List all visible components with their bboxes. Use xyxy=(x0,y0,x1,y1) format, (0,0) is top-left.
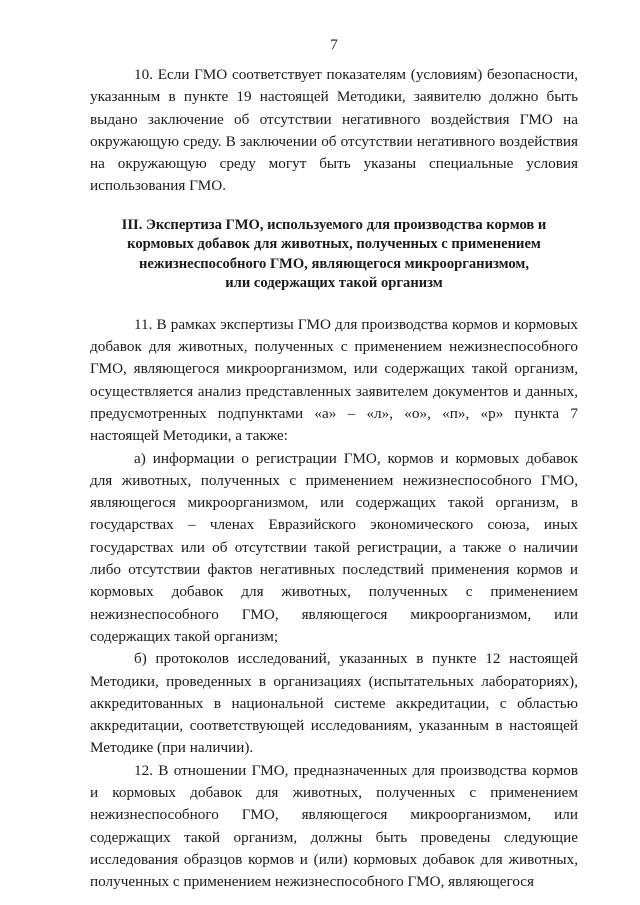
subparagraph-a: а) информации о регистрации ГМО, кормов и кормовых добавок для животных, полученных с применением нежизнеспособного ГМО, являющегося микроорганизмом, или содержащих такой организм, в государствах – членах Евразийского экономического союза, иных государствах или об отсутствии такой регистрации, а также о наличии либо отсутствии фактов негативных последствий применения кормов и кормовых добавок для животных, полученных с применением нежизнеспособного ГМО, являющегося микроорганизмом, или содержащих такой организм; xyxy=(90,449,578,645)
section-heading xyxy=(90,216,578,294)
paragraph-10: 10. Если ГМО соответствует показателям (условиям) безопасности, указанным в пункте 19 настоящей Методики, заявителю должно быть выдано заключение об отсутствии негативного воздействия ГМО на окружающую среду. В заключении об отсутствии негативного воздействия на окружающую среду могут быть указаны специальные условия использования ГМО. xyxy=(90,66,578,195)
paragraph-11: 11. В рамках экспертизы ГМО для производства кормов и кормовых добавок для животных, полученных с применением нежизнеспособного ГМО, являющегося микроорганизмом, или содержащих такой организм, осуществляется анализ представленных заявителем документов и данных, предусмотренных подпунктами «а» – «л», «о», «п», «р» пункта 7 настоящей Методики, а также: xyxy=(90,315,578,445)
section-heading-line: или содержащих такой организм xyxy=(225,275,443,292)
page-number: 7 xyxy=(330,37,338,53)
section-heading-line: нежизнеспособного ГМО, являющегося микроорганизмом, xyxy=(138,255,530,272)
document-page xyxy=(90,36,578,894)
section-heading-line: III. Экспертиза ГМО, используемого для производства кормов и xyxy=(121,216,547,233)
subparagraph-b: б) протоколов исследований, указанных в пункте 12 настоящей Методики, проведенных в организациях (испытательных лабораториях), аккредитованных в национальной системе аккредитации, с областью аккредитации, соответствующей исследованиям, указанным в настоящей Методике (при наличии). xyxy=(90,650,578,757)
paragraph-12: 12. В отношении ГМО, предназначенных для производства кормов и кормовых добавок для животных, полученных с применением нежизнеспособного ГМО, являющегося микроорганизмом, или содержащих такой организм, должны быть проведены следующие исследования образцов кормов и (или) кормовых добавок для животных, полученных с применением нежизнеспособного ГМО, являющегося xyxy=(90,761,578,891)
section-heading-line: кормовых добавок для животных, полученных с применением xyxy=(127,236,541,253)
